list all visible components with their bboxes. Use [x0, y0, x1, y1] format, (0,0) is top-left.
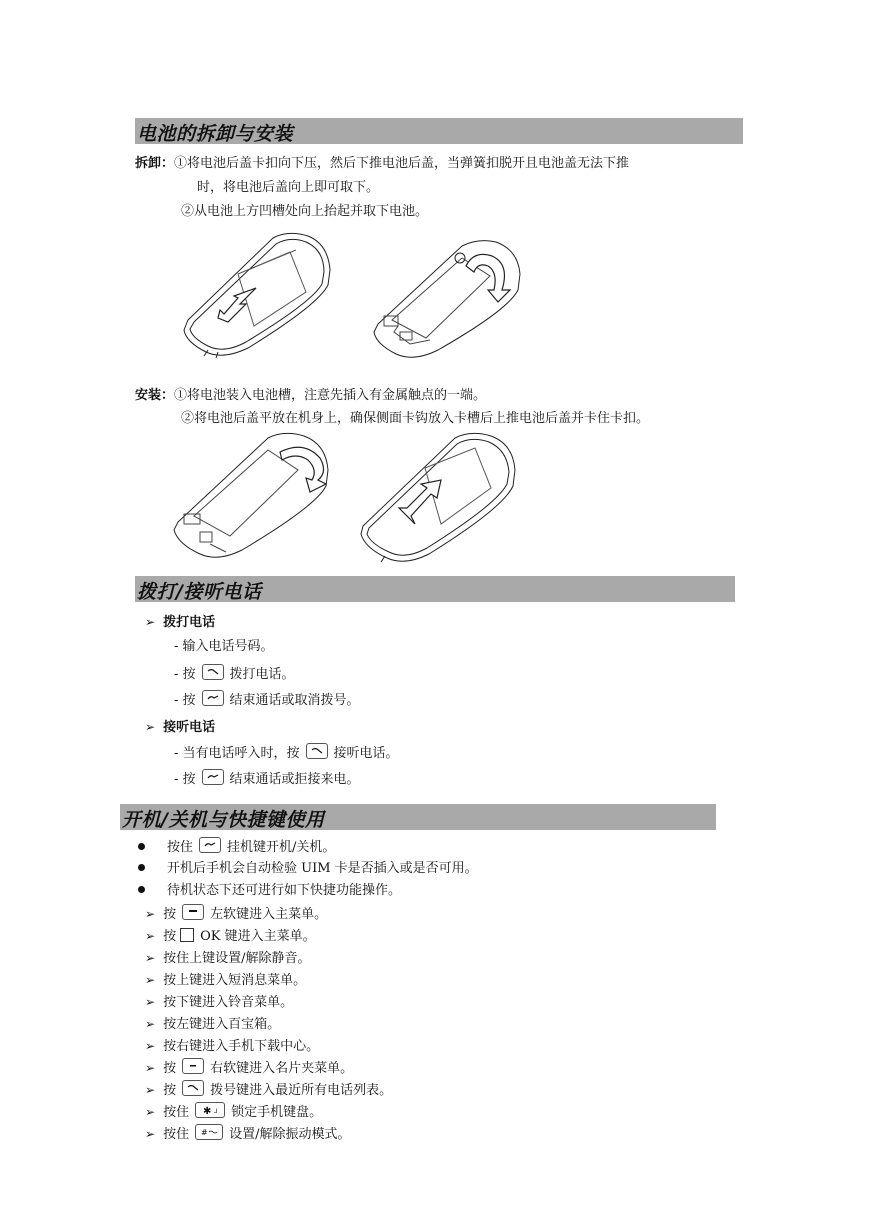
dial-step-2 — [174, 664, 295, 684]
section-title: 开机/关机与快捷键使用 — [122, 809, 325, 831]
dial-heading — [145, 613, 215, 632]
left-soft-key-icon — [182, 904, 204, 920]
arrow-bullet-icon: ➢ — [145, 1105, 156, 1119]
shortcut-call-log — [145, 1080, 392, 1100]
section-title: 拨打/接听电话 — [137, 581, 262, 603]
shortcut-download — [145, 1037, 319, 1056]
power-bullet-2-text: 开机后手机会自动检验 UIM 卡是否插入或是否可用。 — [167, 861, 478, 876]
shortcut-text: 按右键进入手机下载中心。 — [163, 1039, 320, 1054]
svg-text:⅃: ⅃ — [214, 1108, 218, 1115]
arrow-bullet-icon: ➢ — [145, 1083, 156, 1097]
end-key-icon — [199, 837, 221, 853]
answer-step-2 — [174, 769, 360, 789]
shortcut-pre: 按住 — [163, 1127, 190, 1142]
arrow-bullet-icon: ➢ — [145, 907, 156, 921]
remove-step-1-text: ①将电池后盖卡扣向下压，然后下推电池后盖，当弹簧扣脱开且电池盖无法下推 — [174, 156, 630, 171]
arrow-bullet-icon: ➢ — [145, 615, 156, 629]
phone-remove-cover-illustration — [178, 230, 338, 360]
install-step-2: ②将电池后盖平放在机身上，确保侧面卡钩放入卡槽后上推电池后盖并卡住卡扣。 — [181, 411, 650, 426]
send-key-icon — [306, 743, 328, 759]
shortcut-ok — [145, 927, 316, 946]
svg-text:✱: ✱ — [203, 1106, 212, 1117]
answer-step-1-pre: - 当有电话呼入时，按 — [174, 746, 300, 761]
end-key-icon — [202, 769, 224, 785]
section-title: 电池的拆卸与安装 — [137, 123, 294, 145]
install-label: 安装： — [135, 388, 175, 403]
answer-step-2-post: 结束通话或拒接来电。 — [229, 772, 360, 787]
shortcut-post: 右软键进入名片夹菜单。 — [210, 1061, 354, 1076]
shortcut-pre: 按住 — [163, 1105, 190, 1120]
section-header-battery — [135, 118, 743, 144]
arrow-bullet-icon: ➢ — [145, 1039, 156, 1053]
shortcut-pre: 按 — [163, 907, 177, 922]
shortcut-sms — [145, 971, 306, 990]
dot-bullet-icon — [138, 864, 145, 871]
shortcut-post: 设置/解除振动模式。 — [229, 1127, 351, 1142]
send-key-icon — [182, 1080, 204, 1096]
arrow-bullet-icon: ➢ — [145, 1127, 156, 1141]
section-header-power — [120, 804, 716, 830]
shortcut-text: 按左键进入百宝箱。 — [163, 1017, 281, 1032]
power-bullet-1-post: 挂机键开机/关机。 — [227, 840, 336, 855]
arrow-bullet-icon: ➢ — [145, 1061, 156, 1075]
shortcut-toolbox — [145, 1015, 280, 1034]
phone-install-battery-illustration — [170, 428, 340, 564]
power-bullet-1-pre: 按住 — [167, 840, 194, 855]
dial-heading-text: 拨打电话 — [163, 615, 216, 630]
shortcut-vibrate — [145, 1124, 350, 1144]
dot-bullet-icon — [138, 886, 145, 893]
answer-step-1-post: 接听电话。 — [333, 746, 399, 761]
shortcut-left-soft — [145, 904, 327, 924]
right-soft-key-icon — [182, 1058, 204, 1074]
ok-key-icon — [180, 928, 194, 942]
shortcut-keylock — [145, 1102, 322, 1122]
answer-heading — [145, 718, 215, 737]
shortcut-post: 左软键进入主菜单。 — [210, 907, 328, 922]
shortcut-pre: 按 — [163, 1061, 177, 1076]
phone-install-cover-illustration — [355, 428, 525, 566]
shortcut-mute — [145, 949, 310, 968]
dial-step-2-post: 拨打电话。 — [229, 667, 295, 682]
answer-step-2-pre: - 按 — [174, 772, 196, 787]
send-key-icon — [202, 664, 224, 680]
arrow-bullet-icon: ➢ — [145, 973, 156, 987]
arrow-bullet-icon: ➢ — [145, 995, 156, 1009]
phone-remove-battery-illustration — [370, 236, 530, 364]
power-bullet-2 — [138, 860, 478, 878]
dot-bullet-icon — [138, 843, 145, 850]
answer-step-1 — [174, 743, 399, 763]
shortcut-right-soft — [145, 1058, 353, 1078]
shortcut-text: 按住上键设置/解除静音。 — [163, 951, 311, 966]
install-step-1-text: ①将电池装入电池槽，注意先插入有金属触点的一端。 — [174, 388, 487, 403]
shortcut-ringtone — [145, 993, 293, 1012]
power-bullet-3 — [138, 882, 401, 900]
install-step-1 — [135, 387, 486, 405]
remove-step-1-cont: 时，将电池后盖向上即可取下。 — [197, 180, 380, 195]
dial-step-1: - 输入电话号码。 — [174, 639, 274, 654]
hash-key-icon — [195, 1124, 223, 1140]
shortcut-post: OK 键进入主菜单。 — [200, 929, 316, 944]
shortcut-text: 按下键进入铃音菜单。 — [163, 995, 294, 1010]
end-key-icon — [202, 690, 224, 706]
dial-step-3-post: 结束通话或取消拨号。 — [229, 693, 360, 708]
arrow-bullet-icon: ➢ — [145, 951, 156, 965]
remove-step-1 — [135, 155, 629, 173]
power-bullet-1 — [138, 837, 335, 857]
dial-step-3-pre: - 按 — [174, 693, 196, 708]
arrow-bullet-icon: ➢ — [145, 1017, 156, 1031]
arrow-bullet-icon: ➢ — [145, 720, 156, 734]
shortcut-text: 按上键进入短消息菜单。 — [163, 973, 307, 988]
answer-heading-text: 接听电话 — [163, 720, 216, 735]
remove-label: 拆卸： — [135, 156, 175, 171]
shortcut-pre: 按 — [163, 929, 177, 944]
power-bullet-3-text: 待机状态下还可进行如下快捷功能操作。 — [167, 883, 402, 898]
star-key-icon — [195, 1102, 225, 1118]
remove-step-2: ②从电池上方凹槽处向上抬起并取下电池。 — [181, 204, 429, 219]
section-header-calls — [135, 576, 735, 602]
dial-step-3 — [174, 690, 360, 710]
shortcut-post: 拨号键进入最近所有电话列表。 — [210, 1083, 393, 1098]
shortcut-pre: 按 — [163, 1083, 177, 1098]
dial-step-2-pre: - 按 — [174, 667, 196, 682]
svg-text:#: # — [201, 1128, 208, 1137]
shortcut-post: 锁定手机键盘。 — [231, 1105, 323, 1120]
arrow-bullet-icon: ➢ — [145, 929, 156, 943]
